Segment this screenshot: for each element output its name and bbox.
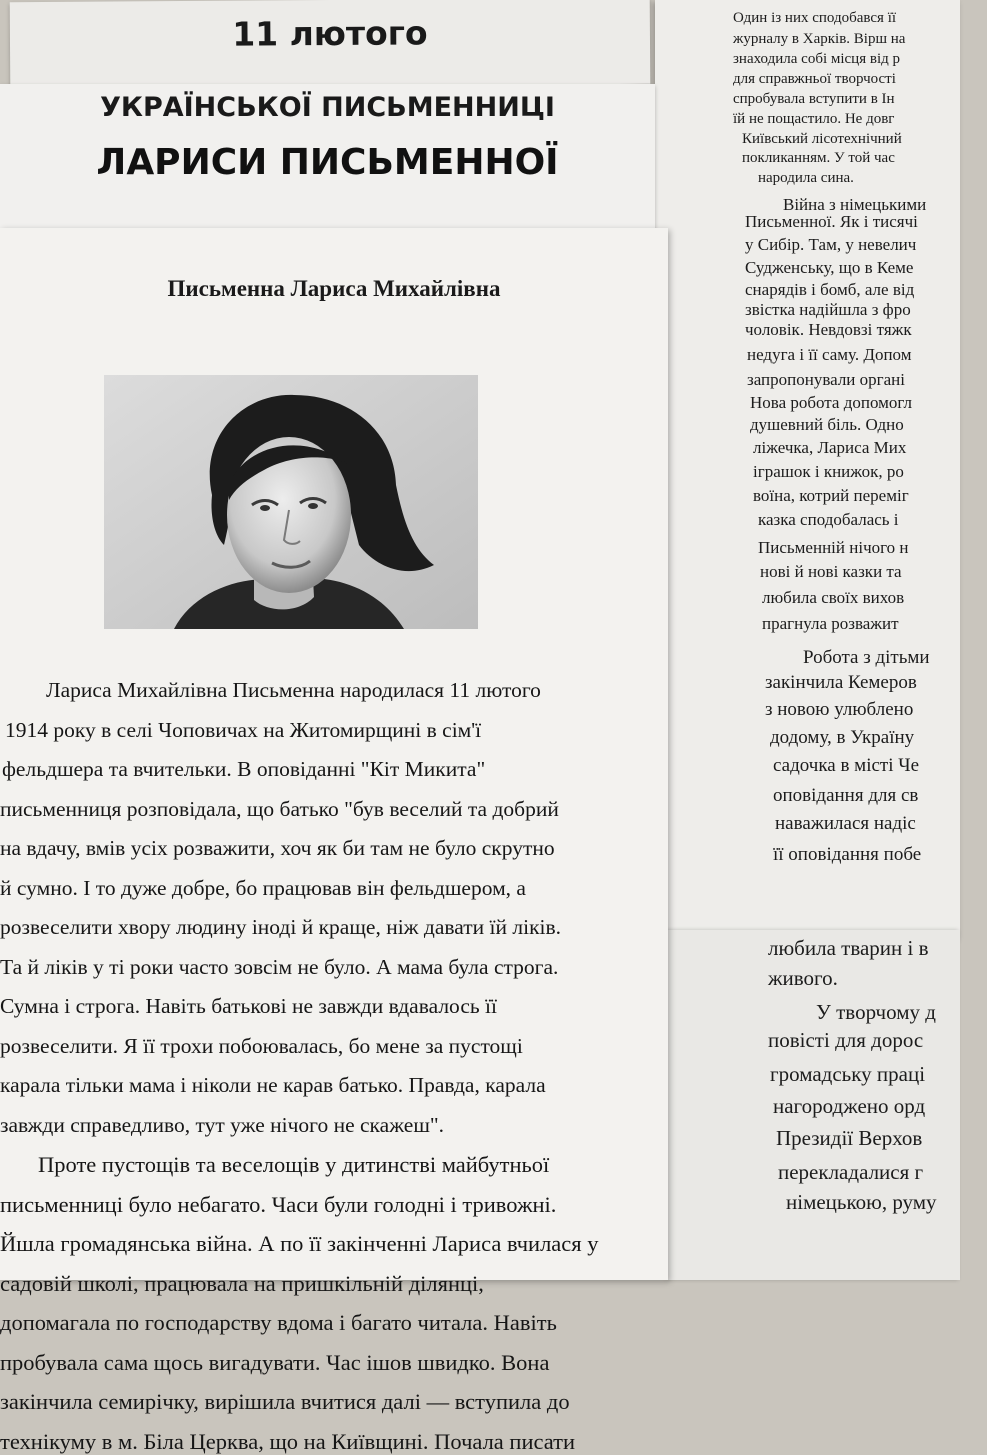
lower-right-article-line: любила тварин і в <box>768 936 929 960</box>
biography-line: Та й ліків у ті роки часто зовсім не було. А мама була строга. <box>0 954 559 979</box>
right-article-line: звістка надійшла з фро <box>745 300 911 319</box>
right-article-line: садочка в місті Че <box>773 755 920 776</box>
lower-right-article-sheet <box>668 930 960 1280</box>
right-article-line: Письменній нічого н <box>758 538 909 557</box>
date-title: 11 лютого <box>232 13 428 54</box>
biography-line: письменниця розповідала, що батько "був веселий та добрий <box>0 796 559 821</box>
right-article-sheet <box>655 0 960 938</box>
subtitle-writer: УКРАЇНСЬКОЇ ПИСЬМЕННИЦІ <box>100 92 555 123</box>
right-article-line: спробувала вступити в Ін <box>733 91 895 107</box>
right-article-line: журналу в Харків. Вірш на <box>733 31 906 47</box>
biography-line: Проте пустощів та веселощів у дитинстві майбутньої <box>38 1152 550 1177</box>
right-article-line: Один із них сподобався її <box>733 10 897 26</box>
right-article-line: іграшок і книжок, ро <box>753 462 904 481</box>
lower-right-article-line: громадську праці <box>770 1062 926 1086</box>
right-article-line: запропонували органі <box>747 370 905 389</box>
right-article-line: Письменної. Як і тисячі <box>745 212 918 231</box>
biography-heading: Письменна Лариса Михайлівна <box>167 276 501 301</box>
right-article-line: наважилася надіс <box>775 813 916 834</box>
right-article-line: з новою улюблено <box>765 699 914 720</box>
biography-line: на вдачу, вмів усіх розважити, хоч як би там не було скрутно <box>0 836 555 860</box>
lower-right-article-line: живого. <box>768 966 838 990</box>
biography-line: пробувала сама щось вигадувати. Час ішов швидко. Вона <box>0 1349 550 1375</box>
right-article-line: душевний біль. Одно <box>750 415 904 434</box>
right-article-line: для справжньої творчості <box>733 71 896 87</box>
right-article-line: Київський лісотехнічний <box>742 131 902 147</box>
right-article-line: ліжечка, Лариса Мих <box>753 438 907 457</box>
lower-right-article-line: Президії Верхов <box>776 1126 923 1150</box>
right-article-line: Війна з німецькими <box>783 195 927 214</box>
subtitle-name: ЛАРИСИ ПИСЬМЕННОЇ <box>96 142 559 183</box>
lower-right-article-line: німецькою, руму <box>786 1190 937 1214</box>
biography-sheet <box>0 228 668 1454</box>
right-article-line: снарядів і бомб, але від <box>745 280 915 299</box>
right-article-line: Нова робота допомогл <box>750 393 913 412</box>
lower-right-article-line: повісті для дорос <box>768 1028 924 1052</box>
right-article-line: покликанням. У той час <box>742 150 895 166</box>
right-article-line: Судженську, що в Кеме <box>745 258 914 277</box>
right-article-line: казка сподобалась і <box>758 510 899 529</box>
biography-line: й сумно. І то дуже добре, бо працював він фельдшером, а <box>0 875 526 900</box>
right-article-line: чоловік. Невдовзі тяжк <box>745 320 912 339</box>
biography-line: Сумна і строга. Навіть батькові не завжди вдавалось її <box>0 994 498 1018</box>
biography-line: Йшла громадянська війна. А по її закінченні Лариса вчилася у <box>0 1231 599 1256</box>
right-article-line: її оповідання побе <box>773 844 922 865</box>
right-article-line: прагнула розважит <box>762 614 899 633</box>
biography-line: завжди справедливо, тут уже нічого не скажеш". <box>0 1112 445 1137</box>
biography-line: карала тільки мама і ніколи не карав батько. Правда, карала <box>0 1073 546 1097</box>
right-article-line: їй не пощастило. Не довг <box>733 111 895 127</box>
right-article-line: у Сибір. Там, у невелич <box>745 235 917 254</box>
biography-line: розвеселити хвору людину іноді й краще, ніж давати їй ліків. <box>0 915 562 939</box>
biography-line: Лариса Михайлівна Письменна народилася 11 лютого <box>46 678 541 702</box>
right-article-line: додому, в Україну <box>770 727 915 748</box>
biography-line: 1914 року в селі Чоповичах на Житомирщині в сім'ї <box>5 717 482 742</box>
biography-line: письменниці було небагато. Часи були голодні і тривожні. <box>0 1191 557 1217</box>
right-article-line: нові й нові казки та <box>760 562 902 581</box>
biography-line: технікуму в м. Біла Церква, що на Київщині. Почала писати <box>0 1428 576 1454</box>
right-article-line: знаходила собі місця від р <box>733 51 900 67</box>
biography-line: допомагала по господарству вдома і багато читала. Навіть <box>0 1310 557 1335</box>
right-article-line: любила своїх вихов <box>762 588 905 607</box>
lower-right-article-line: перекладалися г <box>778 1160 924 1184</box>
biography-line: закінчила семирічку, вирішила вчитися далі — вступила до <box>0 1389 570 1414</box>
lower-right-article-line: У творчому д <box>816 1000 936 1024</box>
right-article-line: воїна, котрий переміг <box>753 486 909 505</box>
date-heading-sheet <box>10 0 651 88</box>
title-heading-sheet <box>0 84 655 234</box>
right-article-line: оповідання для св <box>773 785 919 806</box>
biography-line: розвеселити. Я її трохи побоювалась, бо мене за пустощі <box>0 1033 523 1058</box>
biography-line: фельдшера та вчительки. В оповіданні "Кіт Микита" <box>2 757 486 781</box>
biography-line: садовій школі, працювала на пришкільній ділянці, <box>0 1270 484 1296</box>
right-article-line: Робота з дітьми <box>803 647 930 668</box>
right-article-line: недуга і її саму. Допом <box>747 345 912 364</box>
right-article-line: закінчила Кемеров <box>765 672 917 693</box>
right-article-line: народила сина. <box>758 170 854 186</box>
lower-right-article-line: нагороджено орд <box>773 1094 926 1118</box>
portrait-photo <box>104 375 478 629</box>
